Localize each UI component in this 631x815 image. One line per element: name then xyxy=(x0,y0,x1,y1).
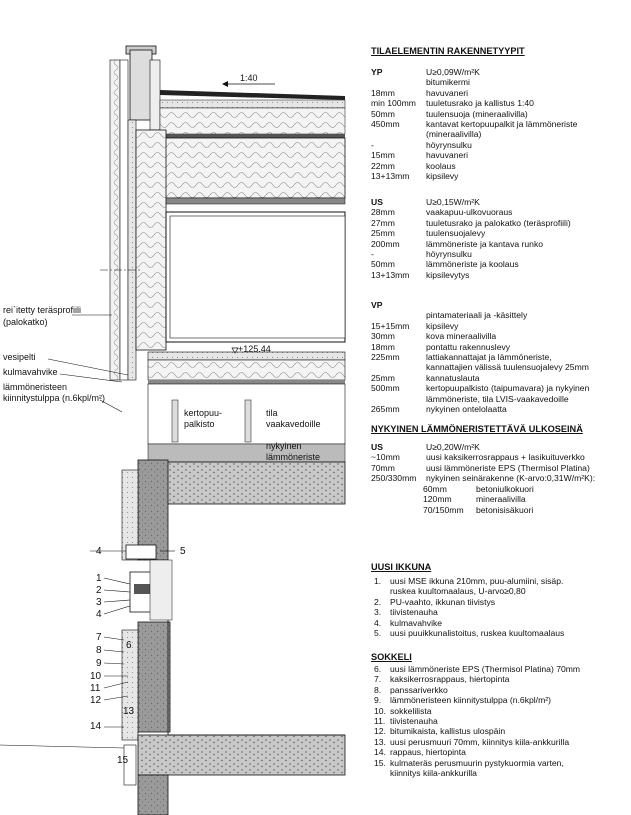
spec-material: U≥0,15W/m²K xyxy=(426,197,480,207)
spec-thickness: 200mm xyxy=(371,238,400,249)
spec-thickness: 22mm xyxy=(371,160,395,171)
label-corner-bracket: kulmavahvike xyxy=(3,367,58,377)
spec-material: höyrynsulku xyxy=(426,249,472,259)
spec-material: rappaus, hiertopinta xyxy=(390,747,466,758)
spec-thickness: 7. xyxy=(374,674,382,685)
spec-material: nykyinen seinärakenne (K-arvo:0,31W/m²K): xyxy=(426,473,596,484)
spec-thickness: US xyxy=(371,442,383,452)
spec-material: (mineraalivilla) xyxy=(426,129,482,140)
spec-material: lämmöneriste ja koolaus xyxy=(426,259,519,270)
callout-3: 3 xyxy=(96,597,102,608)
spec-material: lämmöneristeen kiinnitystulppa (n.6kpl/m²) xyxy=(390,695,551,706)
spec-thickness: ~10mm xyxy=(371,452,400,463)
spec-material: betonisisäkuori xyxy=(476,504,534,515)
slope-label: 1:40 xyxy=(240,73,258,83)
callout-11: 11 xyxy=(90,683,101,694)
spec-thickness: 27mm xyxy=(371,217,395,228)
spec-thickness: - xyxy=(371,249,374,259)
existing-concrete-wall xyxy=(122,460,345,815)
spec-thickness: 13+13mm xyxy=(371,269,410,280)
spec-material: betoniulkokuori xyxy=(476,484,534,494)
title-structure-types: TILAELEMENTIN RAKENNETYYPIT xyxy=(371,46,525,56)
spec-thickness: 6. xyxy=(374,664,382,674)
spec-thickness: 10. xyxy=(374,705,386,716)
spec-material: tiivistenauha xyxy=(390,607,438,618)
label-existing-1: nykyinen xyxy=(266,441,302,451)
spec-thickness: VP xyxy=(371,300,383,310)
spec-material: mineraalivilla xyxy=(476,494,526,505)
spec-material: kannatuslauta xyxy=(426,372,480,383)
spec-material: kertopuupalkisto (taipumavara) ja nykyinen xyxy=(426,383,590,394)
spec-thickness: 13+13mm xyxy=(371,171,410,181)
spec-material: lämmöneriste ja kantava runko xyxy=(426,238,544,249)
spec-thickness: 18mm xyxy=(371,341,395,352)
spec-material: panssariverkko xyxy=(390,684,448,695)
spec-thickness: 500mm xyxy=(371,383,400,394)
spec-material: kiinnitys kiila-ankkurilla xyxy=(390,768,477,778)
spec-material: kantavat kertopuupalkit ja lämmöneriste xyxy=(426,119,578,129)
callout-5: 5 xyxy=(180,546,186,557)
spec-material: uusi kaksikerrosrappaus + lasikuituverkko xyxy=(426,452,585,463)
spec-thickness: 13. xyxy=(374,736,386,747)
spec-material: lattiakannattajat ja lämmöneriste, xyxy=(426,352,552,362)
label-space-1: tila xyxy=(266,408,278,418)
spec-thickness: 450mm xyxy=(371,119,400,129)
callout-14: 14 xyxy=(90,721,102,732)
callout-10: 10 xyxy=(90,671,102,682)
callout-8: 8 xyxy=(96,645,102,656)
title-new-window: UUSI IKKUNA xyxy=(371,562,432,572)
callout-9: 9 xyxy=(96,658,102,669)
spec-thickness: 120mm xyxy=(423,494,452,505)
spec-thickness: 250/330mm xyxy=(371,473,417,484)
label-space-2: vaakavedoille xyxy=(266,419,321,429)
callout-7: 7 xyxy=(96,632,102,643)
label-steel-profile: rei`itetty teräsprofiili xyxy=(3,305,82,315)
spec-material: uusi lämmöneriste EPS (Thermisol Platina) xyxy=(426,462,590,473)
spec-material: kannattajien välissä tuulensuojalevy 25mm xyxy=(426,362,589,373)
label-flashing: vesipelti xyxy=(3,352,36,362)
spec-thickness: 3. xyxy=(374,607,382,618)
spec-thickness: YP xyxy=(371,67,383,77)
spec-material: kova mineraalivilla xyxy=(426,331,497,342)
callout-12: 12 xyxy=(90,695,102,706)
spec-material: U≥0,20W/m²K xyxy=(426,442,480,452)
spec-thickness: 12. xyxy=(374,726,386,737)
spec-thickness: 30mm xyxy=(371,331,395,342)
spec-thickness: 9. xyxy=(374,695,382,706)
spec-thickness: 8. xyxy=(374,684,382,695)
spec-material: sokkelilista xyxy=(390,705,432,716)
spec-material: kulmateräs perusmuurin pystykuormia varten, xyxy=(390,757,564,768)
spec-thickness: 28mm xyxy=(371,207,395,218)
title-existing-wall: NYKYINEN LÄMMÖNERISTETTÄVÄ ULKOSEINÄ xyxy=(371,424,583,434)
label-fire-stop: (palokatko) xyxy=(3,317,48,327)
spec-material: ruskea kuultomaalaus, U-arvo≥0,80 xyxy=(390,586,526,597)
label-existing-2: lämmöneriste xyxy=(266,452,321,462)
spec-thickness: 15+15mm xyxy=(371,320,410,331)
callout-1: 1 xyxy=(96,573,102,584)
level-label: +125.44 xyxy=(238,344,271,354)
spec-material: pontattu rakennuslevy xyxy=(426,341,511,352)
spec-thickness: - xyxy=(371,139,374,150)
spec-material: vaakapuu-ulkovuoraus xyxy=(426,207,513,218)
callout-4b: 4 xyxy=(96,609,102,620)
callout-6: 6 xyxy=(126,640,132,651)
spec-material: koolaus xyxy=(426,160,456,171)
spec-material: tuulensuojalevy xyxy=(426,228,486,239)
callout-13: 13 xyxy=(123,706,135,717)
spec-material: höyrynsulku xyxy=(426,139,472,150)
title-plinth: SOKKELI xyxy=(371,652,412,662)
spec-material: bitumikaista, kallistus ulospäin xyxy=(390,726,506,737)
spec-thickness: 5. xyxy=(374,628,382,638)
spec-material: uusi perusmuuri 70mm, kiinnitys kiila-ankkurilla xyxy=(390,736,570,747)
spec-thickness: 2. xyxy=(374,596,382,607)
label-anchor: kiinnitystulppa (n.6kpl/m²) xyxy=(3,393,106,403)
spec-material: uusi puuikkunalistoitus, ruskea kuultomaalaus xyxy=(390,628,565,638)
spec-thickness: 265mm xyxy=(371,404,400,414)
spec-material: tiivistenauha xyxy=(390,716,438,726)
spec-thickness: 14. xyxy=(374,747,386,758)
spec-thickness: 25mm xyxy=(371,372,395,383)
spec-material: uusi MSE ikkuna 210mm, puu-alumiini, sisäp. xyxy=(390,576,564,586)
spec-thickness: 11. xyxy=(374,716,386,726)
spec-thickness: 18mm xyxy=(371,87,395,98)
spec-thickness: 70mm xyxy=(371,462,395,473)
spec-thickness: min 100mm xyxy=(371,98,416,109)
spec-material: pintamateriaali ja -käsittely xyxy=(426,310,528,321)
spec-material: PU-vaahto, ikkunan tiivistys xyxy=(390,596,496,607)
callout-4a: 4 xyxy=(96,546,102,557)
spec-thickness: 25mm xyxy=(371,228,395,239)
spec-material: U≥0,09W/m²K xyxy=(426,67,480,77)
spec-thickness: 50mm xyxy=(371,259,395,270)
spec-thickness: 70/150mm xyxy=(423,504,464,515)
spec-material: nykyinen ontelolaatta xyxy=(426,404,507,414)
spec-material: kipsilevy xyxy=(426,320,459,331)
spec-material: kipsilevytys xyxy=(426,269,470,280)
spec-material: tuulensuoja (mineraalivilla) xyxy=(426,108,528,119)
spec-thickness: 4. xyxy=(374,617,382,628)
spec-thickness: 15. xyxy=(374,757,386,768)
callout-15: 15 xyxy=(117,755,129,766)
spec-material: kulmavahvike xyxy=(390,617,443,628)
spec-material: uusi lämmöneriste EPS (Thermisol Platina) 70mm xyxy=(390,664,581,674)
spec-thickness: 1. xyxy=(374,576,382,586)
spec-material: kaksikerrosrappaus, hiertopinta xyxy=(390,674,510,685)
spec-thickness: US xyxy=(371,197,383,207)
label-lvl-beams-2: palkisto xyxy=(184,419,215,429)
spec-material: havuvaneri xyxy=(426,150,469,161)
spec-thickness: 60mm xyxy=(423,484,447,494)
spec-material: bitumikermi xyxy=(426,77,470,88)
spec-material: lämmöneriste, tila LVIS-vaakavedoille xyxy=(426,393,569,404)
spec-thickness: 50mm xyxy=(371,108,395,119)
label-lvl-beams-1: kertopuu- xyxy=(184,408,223,418)
spec-material: tuuletusrako ja palokatko (teräsprofiili) xyxy=(426,217,571,228)
spec-material: havuvaneri xyxy=(426,87,469,98)
callout-2: 2 xyxy=(96,585,102,596)
spec-thickness: 15mm xyxy=(371,150,395,161)
spec-material: tuuletusrako ja kallistus 1:40 xyxy=(426,98,534,109)
spec-thickness: 225mm xyxy=(371,352,400,362)
label-insulation: lämmöneristeen xyxy=(3,382,68,392)
spec-material: kipsilevy xyxy=(426,171,459,181)
